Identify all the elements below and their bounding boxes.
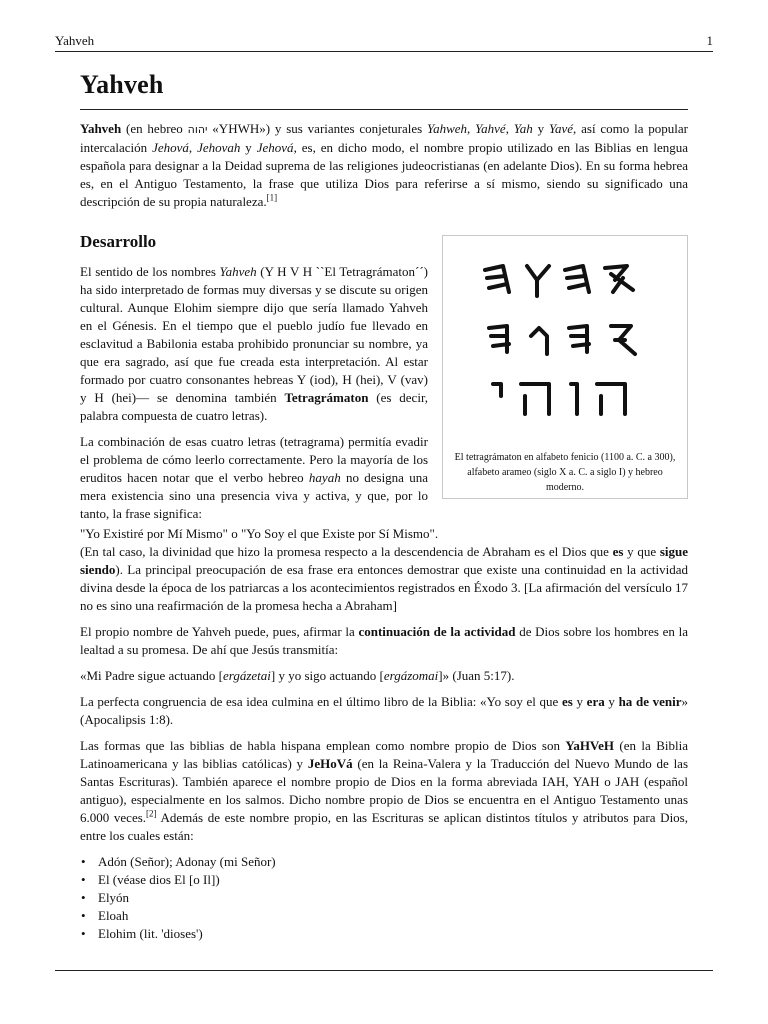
- text: Las formas que las biblias de habla hispana emplean como nombre propio de Dios son: [80, 738, 566, 753]
- section-heading: Desarrollo: [80, 232, 157, 251]
- footer-divider: [55, 970, 713, 971]
- intro-paragraph: [80, 120, 688, 211]
- text: y: [604, 694, 619, 709]
- text: de Dios sobre los hombres en la lealtad a su promesa. De ahí que Jesús transmitía:: [80, 624, 688, 657]
- text: El sentido de los nombres: [80, 264, 220, 279]
- title-divider: [80, 109, 688, 110]
- bold-term: Tetragrámaton: [284, 390, 369, 405]
- text: » (Apocalipsis 1:8).: [80, 694, 689, 727]
- text: ,: [505, 121, 514, 136]
- text: y que: [623, 544, 660, 559]
- bold-term: JeHoVá: [307, 756, 353, 771]
- italic-term: Yah: [513, 121, 533, 136]
- reference-link[interactable]: [2]: [146, 808, 157, 819]
- text: (en la Reina-Valera y la Traducción del Nuevo Mundo de las Santas Escrituras). También aparece el nombre propio de Dios en la forma abreviada IAH, YAH o JAH (español antiguo), especialmente en los salmos. Dicho nombre propio de Dios se encuentra en el Antiguo Testamento unas 6.000 veces.: [80, 756, 689, 825]
- text: La perfecta congruencia de esa idea culmina en el último libro de la Biblia: «Yo soy el que: [80, 694, 562, 709]
- running-header: [55, 33, 713, 52]
- article-body: [80, 120, 688, 943]
- bold-term: es: [612, 544, 624, 559]
- list-item: • Elohim (lit. 'dioses'): [98, 925, 688, 943]
- bold-term: YaHVeH: [565, 738, 615, 753]
- bold-term: ha de venir: [618, 694, 682, 709]
- tetragrammaton-figure: [442, 235, 688, 499]
- paragraph: [80, 623, 688, 659]
- paragraph: [80, 543, 688, 615]
- italic-term: Yahveh: [219, 264, 257, 279]
- text: , así como la popular intercalación: [80, 121, 689, 155]
- italic-term: Jehová: [256, 140, 294, 155]
- text: y: [240, 140, 257, 155]
- paragraph: [80, 693, 688, 729]
- bold-term: era: [586, 694, 605, 709]
- italic-term: Yahweh: [427, 121, 468, 136]
- text: El propio nombre de Yahveh puede, pues, afirmar la: [80, 624, 359, 639]
- bold-term: es: [561, 694, 573, 709]
- hebrew-text: יהוה: [187, 123, 208, 136]
- list-item: • Elyón: [98, 889, 688, 907]
- text: ,: [467, 121, 476, 136]
- text: (es decir, palabra compuesta de cuatro letras).: [80, 390, 428, 423]
- italic-term: Yavé: [548, 121, 574, 136]
- text: ]» (Juan 5:17).: [438, 668, 515, 683]
- paragraph: [80, 737, 688, 845]
- text: (Y H V H ``El Tetragrámaton´´) ha sido interpretado de formas muy diversas y se discute su origen cultural. Aunque Elohim siempre dijo que sería llamado Yahveh en el Génesis. En el tiempo que el pueblo judío fue llevado en esclavitud a Babilonia estaba prohibido pronunciar su nombre, ya que era sagrado, así que fue creada esta interpretación. Al estar formado por cuatro consonantes hebreas Y (iod), H (hei), V (vav) y H (hei)— se denomina también: [80, 264, 428, 405]
- header-title: Yahveh: [55, 33, 95, 48]
- page-number: 1: [706, 33, 713, 48]
- article-title: Yahveh: [80, 70, 164, 99]
- text: Además de este nombre propio, en las Escrituras se aplican distintos títulos y atributos para Dios, entre los cuales están:: [80, 810, 688, 843]
- italic-term: Yahvé: [475, 121, 506, 136]
- text: ,: [188, 140, 198, 155]
- intro-bold-term: Yahveh: [80, 121, 122, 136]
- list-item: • El (véase dios El [o Il]): [98, 871, 688, 889]
- list-item: • Adón (Señor); Adonay (mi Señor): [98, 853, 688, 871]
- text: y: [572, 694, 587, 709]
- italic-term: ergázetai: [222, 668, 271, 683]
- text: La combinación de esas cuatro letras (tetragrama) permitía evadir el problema de cómo leerlo correctamente. Pero la mayoría de los eruditos hacen notar que el verbo hebreo: [80, 434, 428, 485]
- figure-caption: El tetragrámaton en alfabeto fenicio (1100 a. C. a 300), alfabeto arameo (siglo X a. C. a siglo I) y hebreo moderno.: [454, 452, 676, 493]
- italic-term: ergázomai: [383, 668, 439, 683]
- quote-line: "Yo Existiré por Mí Mismo" o "Yo Soy el que Existe por Sí Mismo".: [80, 526, 439, 541]
- italic-term: Jehovah: [197, 140, 241, 155]
- bold-term: sigue siendo: [80, 544, 688, 577]
- text: «Mi Padre sigue actuando [: [80, 668, 223, 683]
- text: y: [532, 121, 549, 136]
- text: ] y yo sigo actuando [: [270, 668, 384, 683]
- text: , es, en dicho modo, el nombre propio utilizado en las Biblias en lengua española para designar a la Deidad suprema de las religiones judeocristianas (en adelante Dios). En su forma hebrea es, en el Antiguo Testamento, la frase que utiliza Dios para referirse a sí mismo, siendo su significado una descripción de su propia naturaleza.: [80, 140, 688, 209]
- italic-term: hayah: [308, 470, 341, 485]
- text: (en hebreo: [121, 121, 188, 136]
- text: «YHWH») y sus variantes conjeturales: [207, 121, 428, 136]
- paragraph: [80, 667, 688, 685]
- text: (En tal caso, la divinidad que hizo la promesa respecto a la descendencia de Abraham es el Dios que: [80, 544, 613, 559]
- text: no designa una mera existencia sino una presencia viva y activa, y que, por lo tanto, la frase significa:: [80, 470, 428, 521]
- text: (en la Biblia Latinoamericana y las biblias católicas) y: [80, 738, 688, 771]
- italic-term: Jehová: [152, 140, 189, 155]
- bold-term: continuación de la actividad: [358, 624, 516, 639]
- list-item: • Eloah: [98, 907, 688, 925]
- text: ). La principal preocupación de esa frase era entonces demostrar que existe una continuidad en la actividad divina desde la época de los patriarcas a los acontecimientos registrados en Éxodo 3. [La afirmación del versículo 17 no es sino una reafirmación de la promesa hecha a Abraham]: [80, 562, 688, 613]
- tetragrammaton-image: [465, 256, 665, 446]
- divine-names-list: [80, 853, 688, 943]
- reference-link[interactable]: [1]: [266, 192, 278, 203]
